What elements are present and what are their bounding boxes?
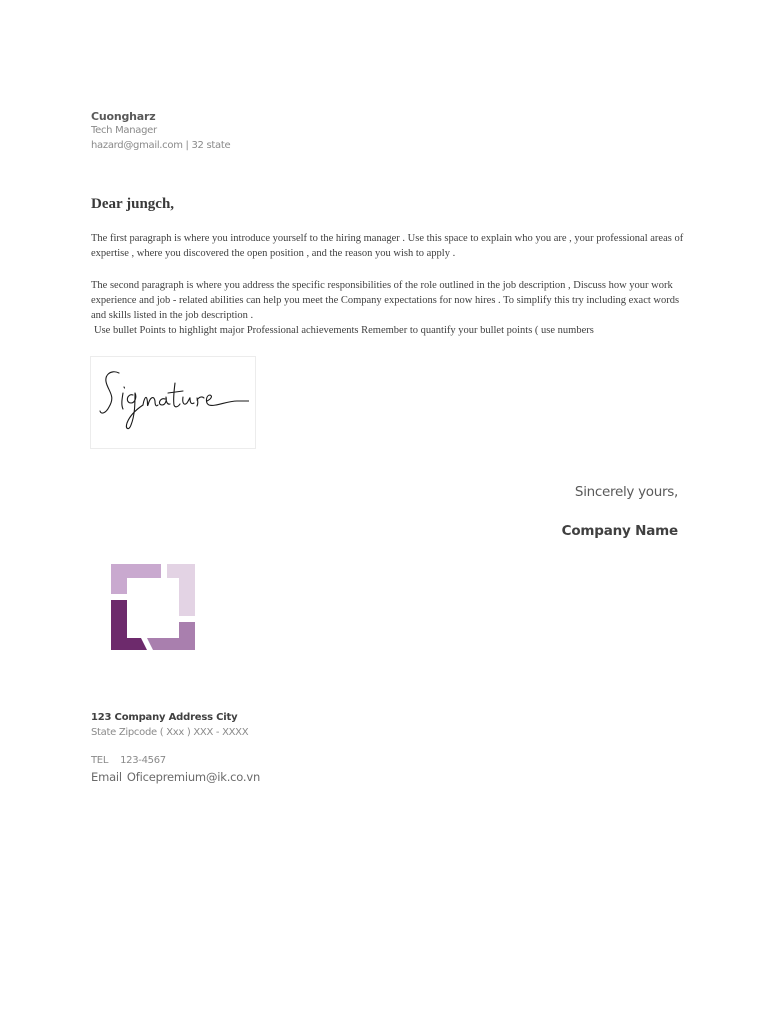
signature-icon (97, 363, 249, 441)
company-address-line-1: 123 Company Address City (91, 712, 238, 723)
company-email (91, 770, 260, 784)
company-address-line-2: State Zipcode ( Xxx ) XXX - XXXX (91, 727, 249, 738)
sender-name: Cuongharz (91, 110, 156, 123)
letter-greeting: Dear jungch, (91, 196, 175, 212)
email-label: Email (91, 770, 122, 784)
phone-value: 123-4567 (120, 755, 166, 766)
letter-paragraph-3: Use bullet Points to highlight major Professional achievements Remember to quantify your bullet points ( use numbers (94, 325, 594, 336)
logo-segment-bottom-left (111, 600, 147, 650)
letter-paragraph-2: The second paragraph is where you address the specific responsibilities of the role outlined in the job description , Discuss how your work experience and job - related abilities can help you meet the Company expectations for now hires . To simplify this try including exact words and skills listed in the job description . (91, 280, 680, 321)
letter-closing: Sincerely yours, (574, 484, 678, 500)
letter-paragraph-1: The first paragraph is where you introduce yourself to the hiring manager . Use this space to explain who you are , your professional areas of expertise , where you discovered the open position , and the reason you wish to apply . (91, 233, 684, 259)
company-name: Company Name (561, 523, 678, 539)
company-logo (111, 564, 195, 652)
logo-segment-top-left (111, 564, 161, 594)
company-logo-icon (111, 564, 195, 652)
signature-image (90, 356, 256, 449)
logo-segment-bottom-right (147, 622, 195, 650)
logo-segment-top-right (167, 564, 195, 616)
sender-role: Tech Manager (91, 125, 157, 136)
phone-label: TEL (91, 755, 109, 766)
sender-contact: hazard@gmail.com | 32 state (91, 140, 231, 151)
company-phone (91, 755, 166, 766)
email-value: Oficepremium@ik.co.vn (126, 770, 261, 784)
